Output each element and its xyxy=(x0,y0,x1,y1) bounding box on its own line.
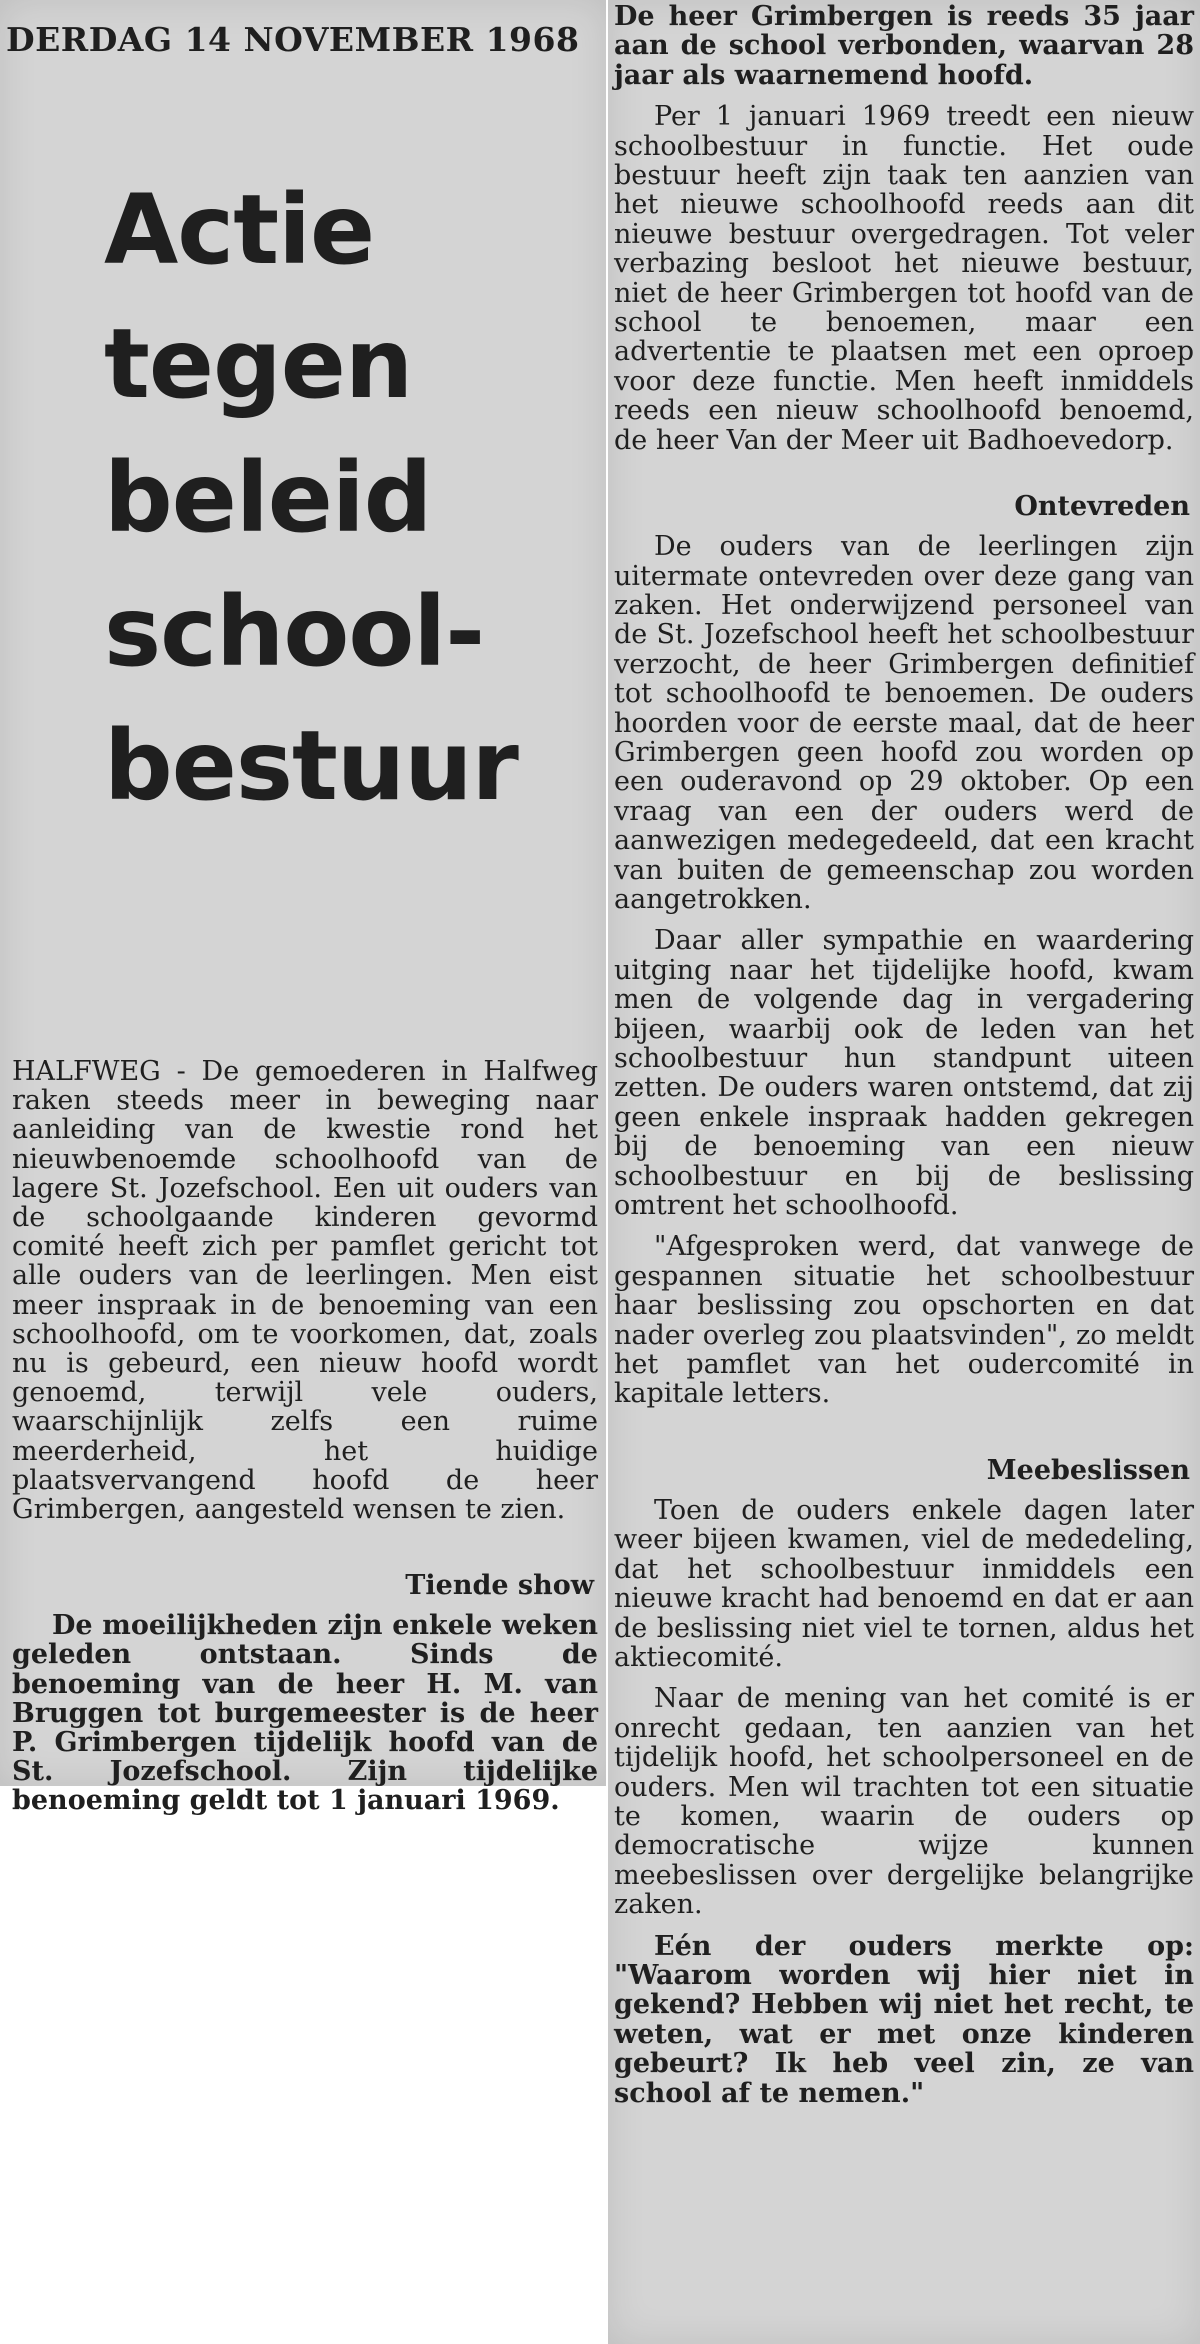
dateline: DERDAG 14 NOVEMBER 1968 xyxy=(6,20,580,59)
headline-line: beleid xyxy=(104,442,432,554)
right-column-clipping xyxy=(608,0,1200,2344)
paragraph: Daar aller sympathie en waardering uitging naar het tijdelijke hoofd, kwam men de volgende dag in vergadering bijeen, waarbij ook de leden van het schoolbestuur hun standpunt uiteen zetten. De ouders waren ontstemd, dat zij geen enkele inspraak hadden gekregen bij de benoeming van een nieuw schoolbestuur en bij de beslissing omtrent het schoolhoofd. xyxy=(614,925,1194,1222)
paragraph: De heer Grimbergen is reeds 35 jaar aan de school verbonden, waarvan 28 jaar als waarnemend hoofd. xyxy=(614,1,1194,91)
bold-paragraph: Eén der ouders merkte op: "Waarom worden wij hier niet in gekend? Hebben wij niet het recht, te weten, wat er met onze kinderen gebeurt? Ik heb veel zin, ze van school af te nemen." xyxy=(614,1930,1194,2109)
headline-line: tegen xyxy=(104,308,413,420)
headline-line: Actie xyxy=(104,174,375,286)
left-column-clipping xyxy=(0,0,606,1817)
subheading-ontevreden: Ontevreden xyxy=(1014,491,1190,523)
paragraph: Naar de mening van het comité is er onrecht gedaan, ten aanzien van het tijdelijk hoofd, het schoolpersoneel en de ouders. Men wil trachten tot een situatie te komen, waarin de ouders op democratische wijze kunnen meebeslissen over dergelijke belangrijke zaken. xyxy=(614,1683,1194,1921)
lead-paragraph: HALFWEG - De gemoederen in Halfweg raken steeds meer in beweging naar aanleiding van de kwestie rond het nieuwbenoemde schoolhoofd van de lagere St. Jozefschool. Een uit ouders van de schoolgaande kinderen gevormd comité heeft zich per pamflet gericht tot alle ouders van de leerlingen. Men eist meer inspraak in de benoeming van een schoolhoofd, om te voorkomen, dat, zoals nu is gebeurd, een nieuw hoofd wordt genoemd, terwijl vele ouders, waarschijnlijk zelfs een ruime meerderheid, het huidige plaatsvervangend hoofd de heer Grimbergen, aangesteld wensen te zien. xyxy=(12,1056,598,1526)
headline-line: school- xyxy=(104,576,485,688)
paragraph: Per 1 januari 1969 treedt een nieuw schoolbestuur in functie. Het oude bestuur heeft zijn taak ten aanzien van het nieuwe schoolhoofd reeds aan dit nieuwe bestuur overgedragen. Tot veler verbazing besloot het nieuwe bestuur, niet de heer Grimbergen tot hoofd van de school te benoemen, maar een advertentie te plaatsen met een oproep voor deze functie. Men heeft inmiddels reeds een nieuw schoolhoofd benoemd, de heer Van der Meer uit Badhoevedorp. xyxy=(614,101,1194,456)
headline xyxy=(104,174,598,847)
subheading-meebeslissen: Meebeslissen xyxy=(986,1454,1190,1486)
paragraph: "Afgesproken werd, dat vanwege de gespannen situatie het schoolbestuur haar beslissing zou opschorten en dat nader overleg zou plaatsvinden", zo meldt het pamflet van het oudercomité in kapitale letters. xyxy=(614,1231,1194,1410)
subheading-tiende-show: Tiende show xyxy=(405,1570,594,1602)
headline-line: bestuur xyxy=(104,710,518,822)
paragraph: De ouders van de leerlingen zijn uitermate ontevreden over deze gang van zaken. Het onderwijzend personeel van de St. Jozefschool heeft het schoolbestuur verzocht, de heer Grimbergen definitief tot schoolhoofd te benoemen. De ouders hoorden voor de eerste maal, dat de heer Grimbergen geen hoofd zou worden op een ouderavond op 29 oktober. Op een vraag van een der ouders werd de aanwezigen medegedeeld, dat een kracht van buiten de gemeenschap zou worden aangetrokken. xyxy=(614,531,1194,915)
paragraph: Toen de ouders enkele dagen later weer bijeen kwamen, viel de mededeling, dat het schoolbestuur inmiddels een nieuwe kracht had benoemd en dat er aan de beslissing niet viel te tornen, aldus het aktiecomité. xyxy=(614,1494,1194,1673)
bold-paragraph: De moeilijkheden zijn enkele weken geleden ontstaan. Sinds de benoeming van de heer H. M. van Bruggen tot burgemeester is de heer P. Grimbergen tijdelijk hoofd van de St. Jozefschool. Zijn tijdelijke benoeming geldt tot 1 januari 1969. xyxy=(12,1610,598,1817)
